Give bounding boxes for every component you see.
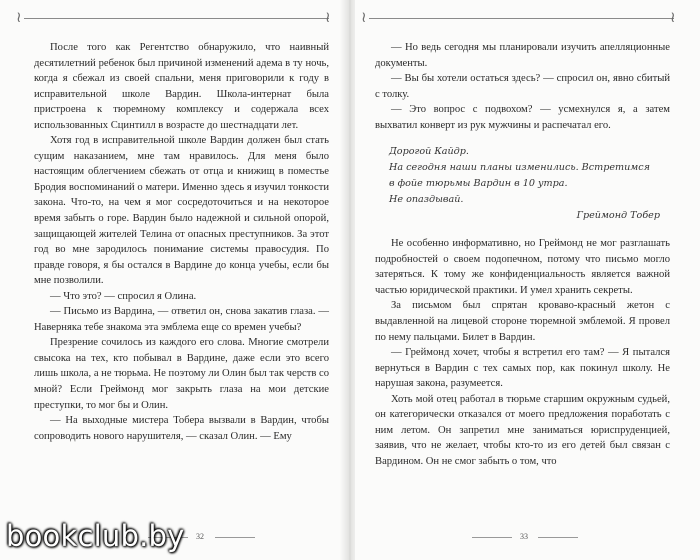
footer-rule — [472, 537, 512, 538]
dialogue-line: — На выходные мистера Тобера вызвали в Вардин, чтобы сопроводить нового нарушителя, — сказал Олин. — Ему — [34, 415, 329, 442]
paragraph: Не особенно информативно, но Греймонд не мог разглашать подробностей о своем подопечном, потому что письмо могло затеряться. К тому же конфиденциальность является важной частью юридической практики. И умел хранить секреты. — [375, 238, 670, 296]
left-page-body — [34, 40, 329, 444]
header-rule — [24, 18, 329, 19]
paragraph: Хоть мой отец работал в тюрьме старшим окружным судьей, он категорически отказался от моего предложения поработать с ним летом. Он запретил мне заниматься юриспруденцией, заявив, что не желает, чтобы кто-то из его детей был связан с Вардином. Он не смог забыть о том, что — [375, 393, 670, 467]
footer-rule — [215, 537, 255, 538]
dialogue-line: — Письмо из Вардина, — ответил он, снова закатив глаза. — Наверняка тебе знакома эта эмблема еще со времен учебы? — [34, 306, 329, 333]
watermark-logo: bookclub.by — [6, 519, 185, 553]
handwritten-letter — [389, 144, 670, 224]
paragraph: Презрение сочилось из каждого его слова. Многие смотрели свысока на тех, кто побывал в Вардине, даже если это всего лишь школа, а не тюрьма. Не поэтому ли Олин был так черств со мной? Если Греймонд мог закрыть глаза на мои детские преступки, то мог бы и Олин. — [34, 337, 329, 411]
corner-flourish-icon: ≀ — [16, 10, 22, 26]
paragraph: За письмом был спрятан кроваво-красный жетон с выдавленной на лицевой стороне тюремной эмблемой. Я провел по нему пальцами. Билет в Вардин. — [375, 300, 670, 343]
dialogue-line: — Вы бы хотели остаться здесь? — спросил он, явно сбитый с толку. — [375, 73, 670, 100]
corner-flourish-icon: ≀ — [670, 10, 676, 26]
letter-greeting: Дорогой Кайдр. — [389, 146, 469, 158]
letter-line: Не опаздывай. — [389, 194, 464, 206]
footer-rule — [538, 537, 578, 538]
page-number: 32 — [196, 532, 204, 541]
paragraph: Хотя год в исправительной школе Вардин должен был стать сущим наказанием, мне там нравилось. Для меня было настоящим облегчением сбежать от отца и книжищ в поместье Бродия воспоминаний о матери. Именно здесь я изучил тонкости закона. Что-то, на чем я мог сосредоточиться и на некоторое время забыть о горе. Вардин было надежной и сильной опорой, защищающей жителей Телина от опасных преступников. За этот год во мне зародилось понимание системы правосудия. По правде говоря, я бы остался в Вардине до конца учебы, если бы мне позволили. — [34, 135, 329, 287]
dialogue-line: — Греймонд хочет, чтобы я встретил его там? — Я пытался вернуться в Вардин с тех самых пор, как покинул школу. Не нарушая закона, разумеется. — [375, 347, 670, 390]
corner-flourish-icon: ≀ — [361, 10, 367, 26]
letter-signature: Греймонд Тобер — [576, 210, 660, 222]
right-page — [355, 0, 700, 560]
left-page — [0, 0, 345, 560]
dialogue-line: — Что это? — спросил я Олина. — [50, 290, 197, 302]
dialogue-line: — Но ведь сегодня мы планировали изучить апелляционные документы. — [375, 42, 670, 69]
header-rule — [369, 18, 674, 19]
page-number: 33 — [520, 532, 528, 541]
letter-line: На сегодня наши планы изменились. Встретимся — [389, 162, 650, 174]
right-page-body — [375, 40, 670, 469]
dialogue-line: — Это вопрос с подвохом? — усмехнулся я, а затем выхватил конверт из рук мужчины и распечатал его. — [375, 104, 670, 131]
letter-line: в фойе тюрьмы Вардин в 10 утра. — [389, 178, 568, 190]
corner-flourish-icon: ≀ — [325, 10, 331, 26]
paragraph: После того как Регентство обнаружило, что наивный десятилетний ребенок был причиной изменений адема в ту ночь, когда я сбежал из своей спальни, меня приговорили к году в исправительной школе Вардин. Школа-интернат была пристроена к тюремному комплексу и содержала всех использованных Сцинтилл в возрасте до шестнадцати лет. — [34, 42, 329, 131]
